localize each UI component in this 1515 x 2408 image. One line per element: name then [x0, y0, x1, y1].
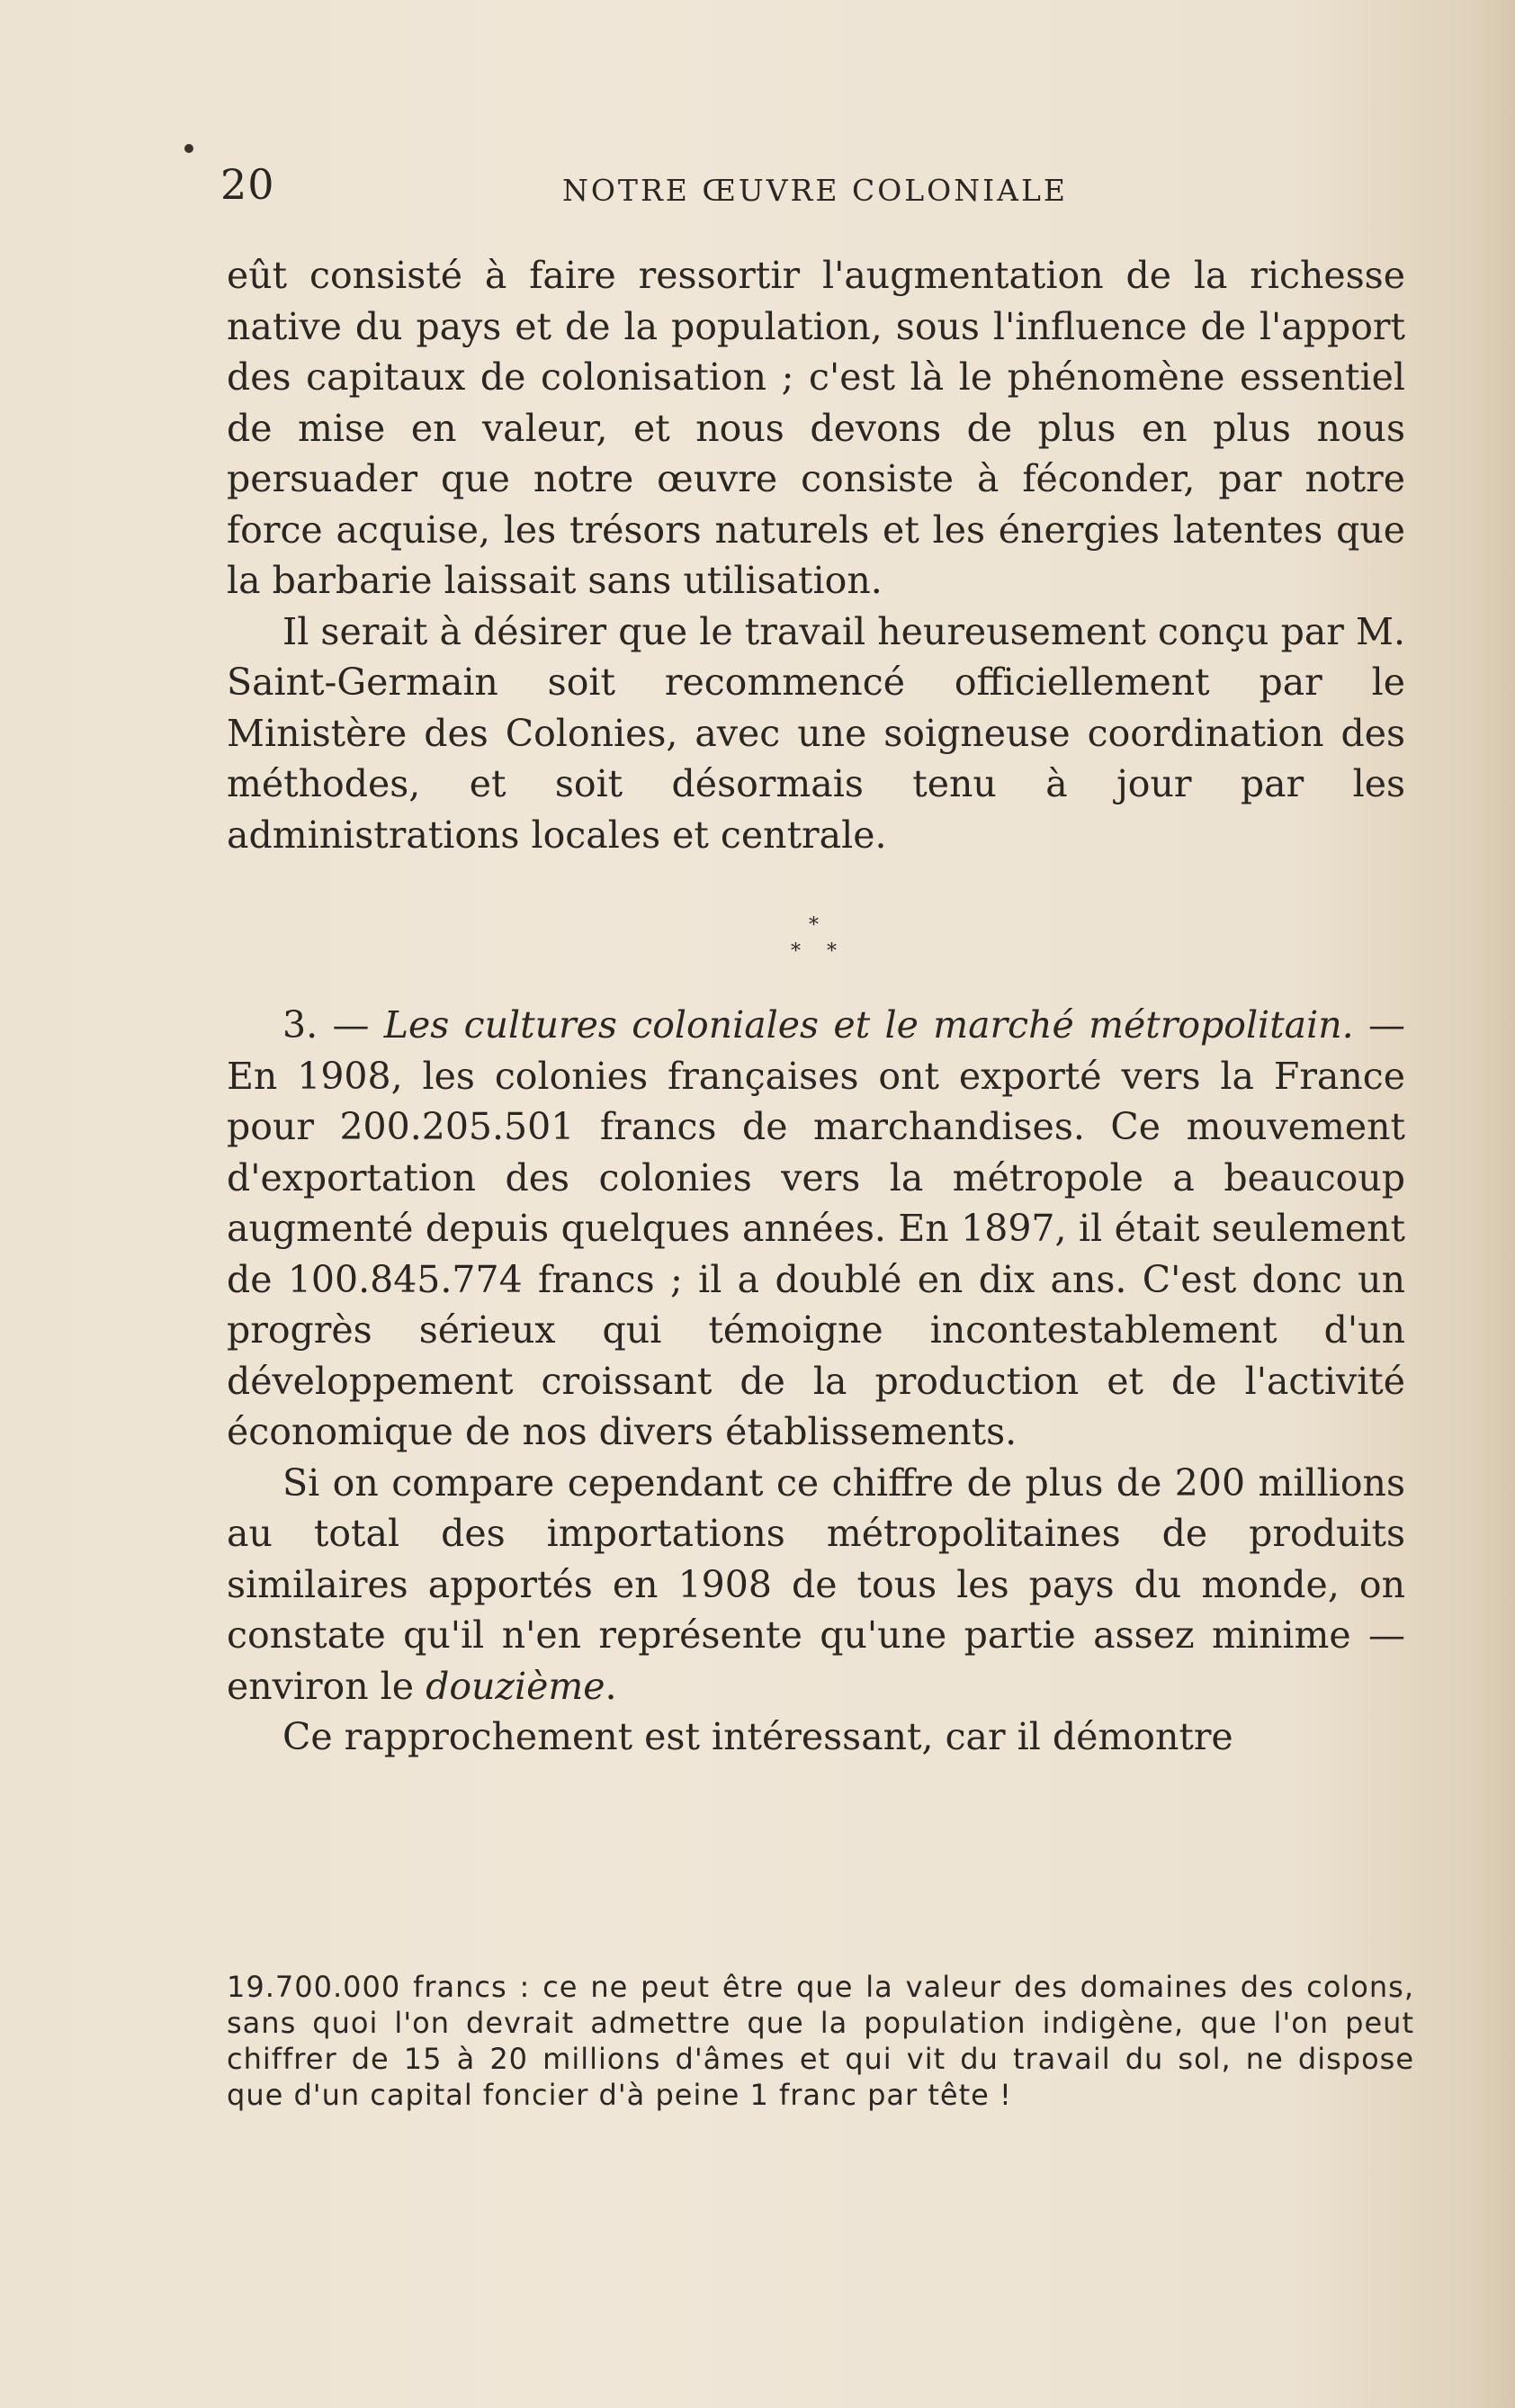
- paragraph-4-end: .: [605, 1664, 617, 1708]
- running-head: NOTRE ŒUVRE COLONIALE: [562, 173, 1068, 208]
- section-separator: [227, 860, 1405, 1000]
- paragraph-1: eût consisté à faire ressortir l'augmentation de la richesse native du pays et de la population, sous l'influence de l'apport des capitaux de colonisation ; c'est là le phénomène essentiel de mise en valeur, et nous devons de plus en plus nous persuader que notre œuvre consiste à féconder, par notre force acquise, les trésors naturels et les énergies latentes que la barbarie laissait sans utilisation.: [227, 254, 1405, 602]
- page-header: [220, 160, 1408, 223]
- paragraph-5: Ce rapprochement est intéressant, car il démontre: [282, 1715, 1233, 1758]
- paragraph-3: [227, 1000, 1405, 1458]
- separator-star: *: [809, 914, 819, 937]
- section-title: Les cultures coloniales et le marché métropolitain.: [383, 1003, 1354, 1047]
- page-number: 20: [220, 160, 275, 209]
- footnote: 19.700.000 francs : ce ne peut être que la valeur des domaines des colons, sans quoi l'on devrait admettre que la population indigène, que l'on peut chiffrer de 15 à 20 millions d'âmes et qui vit du travail du sol, ne dispose que d'un capital foncier d'à peine 1 franc par tête !: [227, 1970, 1414, 2112]
- separator-star: *: [791, 940, 801, 963]
- body-text: [227, 250, 1405, 1763]
- paragraph-2: Il serait à désirer que le travail heureusement conçu par M. Saint-Germain soit recommencé officiellement par le Ministère des Colonies, avec une soigneuse coordination des méthodes, et soit désormais tenu à jour par les administrations locales et centrale.: [227, 609, 1405, 857]
- ink-speck: [184, 144, 193, 153]
- paragraph-4-text: Si on compare cependant ce chiffre de plus de 200 millions au total des importations métropolitaines de produits similaires apportés en 1908 de tous les pays du monde, on constate qu'il n'en représente qu'une partie assez minime — environ le: [227, 1460, 1405, 1708]
- separator-star: *: [827, 940, 837, 963]
- section-number: 3. —: [282, 1003, 384, 1047]
- emphasis-douzieme: douzième: [426, 1664, 605, 1708]
- paragraph-4: [227, 1458, 1405, 1712]
- paragraph-3-text: — En 1908, les colonies françaises ont exporté vers la France pour 200.205.501 francs de marchandises. Ce mouvement d'exportation des colonies vers la métropole a beaucoup augmenté depuis quelques années. En 1897, il était seulement de 100.845.774 francs ; il a doublé en dix ans. C'est donc un progrès sérieux qui témoigne incontestablement d'un développement croissant de la production et de l'activité économique de nos divers établissements.: [227, 1003, 1405, 1453]
